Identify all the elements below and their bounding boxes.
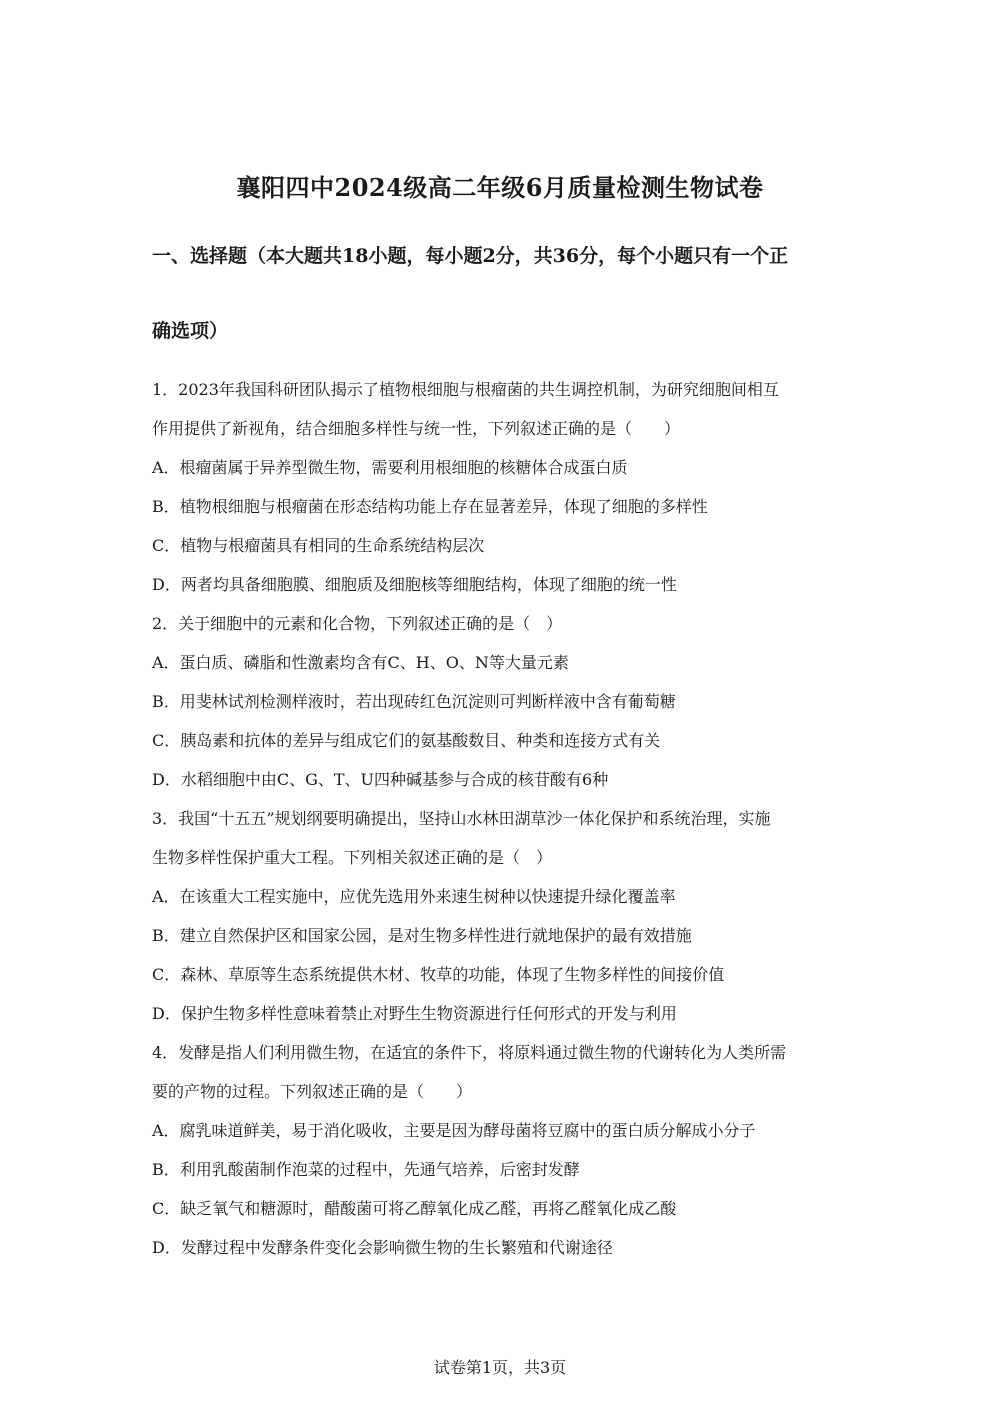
option-d: D．水稻细胞中由C、G、T、U四种碱基参与合成的核苷酸有6种 (152, 770, 609, 789)
option-b: B．用斐林试剂检测样液时，若出现砖红色沉淀则可判断样液中含有葡萄糖 (152, 692, 676, 711)
section-heading-line2: 确选项） (152, 320, 229, 342)
question-3 (152, 799, 852, 1033)
option-d: D．两者均具备细胞膜、细胞质及细胞核等细胞结构，体现了细胞的统一性 (152, 575, 677, 594)
option-d: D．保护生物多样性意味着禁止对野生生物资源进行任何形式的开发与利用 (152, 1004, 677, 1023)
question-2 (152, 604, 852, 799)
option-c: C．森林、草原等生态系统提供木材、牧草的功能，体现了生物多样性的间接价值 (152, 965, 725, 984)
question-stem: 4．发酵是指人们利用微生物，在适宜的条件下，将原料通过微生物的代谢转化为人类所需 (152, 1043, 787, 1062)
question-stem: 3．我国“十五五”规划纲要明确提出，坚持山水林田湖草沙一体化保护和系统治理，实施 (152, 809, 771, 828)
option-a: A．根瘤菌属于异养型微生物，需要利用根细胞的核糖体合成蛋白质 (152, 458, 628, 477)
option-a: A．在该重大工程实施中，应优先选用外来速生树种以快速提升绿化覆盖率 (152, 887, 676, 906)
question-stem-continued: 作用提供了新视角，结合细胞多样性与统一性，下列叙述正确的是（ ） (152, 419, 681, 438)
question-stem: 1．2023年我国科研团队揭示了植物根细胞与根瘤菌的共生调控机制，为研究细胞间相互 (152, 380, 779, 399)
option-c: C．胰岛素和抗体的差异与组成它们的氨基酸数目、种类和连接方式有关 (152, 731, 661, 750)
option-d: D．发酵过程中发酵条件变化会影响微生物的生长繁殖和代谢途径 (152, 1238, 613, 1257)
question-1 (152, 370, 852, 604)
section-heading (152, 219, 852, 369)
option-b: B．利用乳酸菌制作泡菜的过程中，先通气培养，后密封发酵 (152, 1160, 580, 1179)
option-c: C．植物与根瘤菌具有相同的生命系统结构层次 (152, 536, 485, 555)
question-4 (152, 1033, 852, 1267)
option-c: C．缺乏氧气和糖源时，醋酸菌可将乙醇氧化成乙醛，再将乙醛氧化成乙酸 (152, 1199, 677, 1218)
option-a: A．蛋白质、磷脂和性激素均含有C、H、O、N等大量元素 (152, 653, 569, 672)
section-heading-line1: 一、选择题（本大题共18小题，每小题2分，共36分，每个小题只有一个正 (152, 245, 789, 267)
option-a: A．腐乳味道鲜美，易于消化吸收，主要是因为酵母菌将豆腐中的蛋白质分解成小分子 (152, 1121, 756, 1140)
question-list (152, 370, 852, 1267)
option-b: B．建立自然保护区和国家公园，是对生物多样性进行就地保护的最有效措施 (152, 926, 692, 945)
question-stem-continued: 生物多样性保护重大工程。下列相关叙述正确的是（ ） (152, 848, 553, 867)
page-footer: 试卷第1页，共3页 (433, 1358, 567, 1377)
question-stem-continued: 要的产物的过程。下列叙述正确的是（ ） (152, 1082, 473, 1101)
option-b: B．植物根细胞与根瘤菌在形态结构功能上存在显著差异，体现了细胞的多样性 (152, 497, 708, 516)
exam-title: 襄阳四中2024级高二年级6月质量检测生物试卷 (236, 173, 764, 202)
question-stem: 2．关于细胞中的元素和化合物，下列叙述正确的是（ ） (152, 614, 563, 633)
